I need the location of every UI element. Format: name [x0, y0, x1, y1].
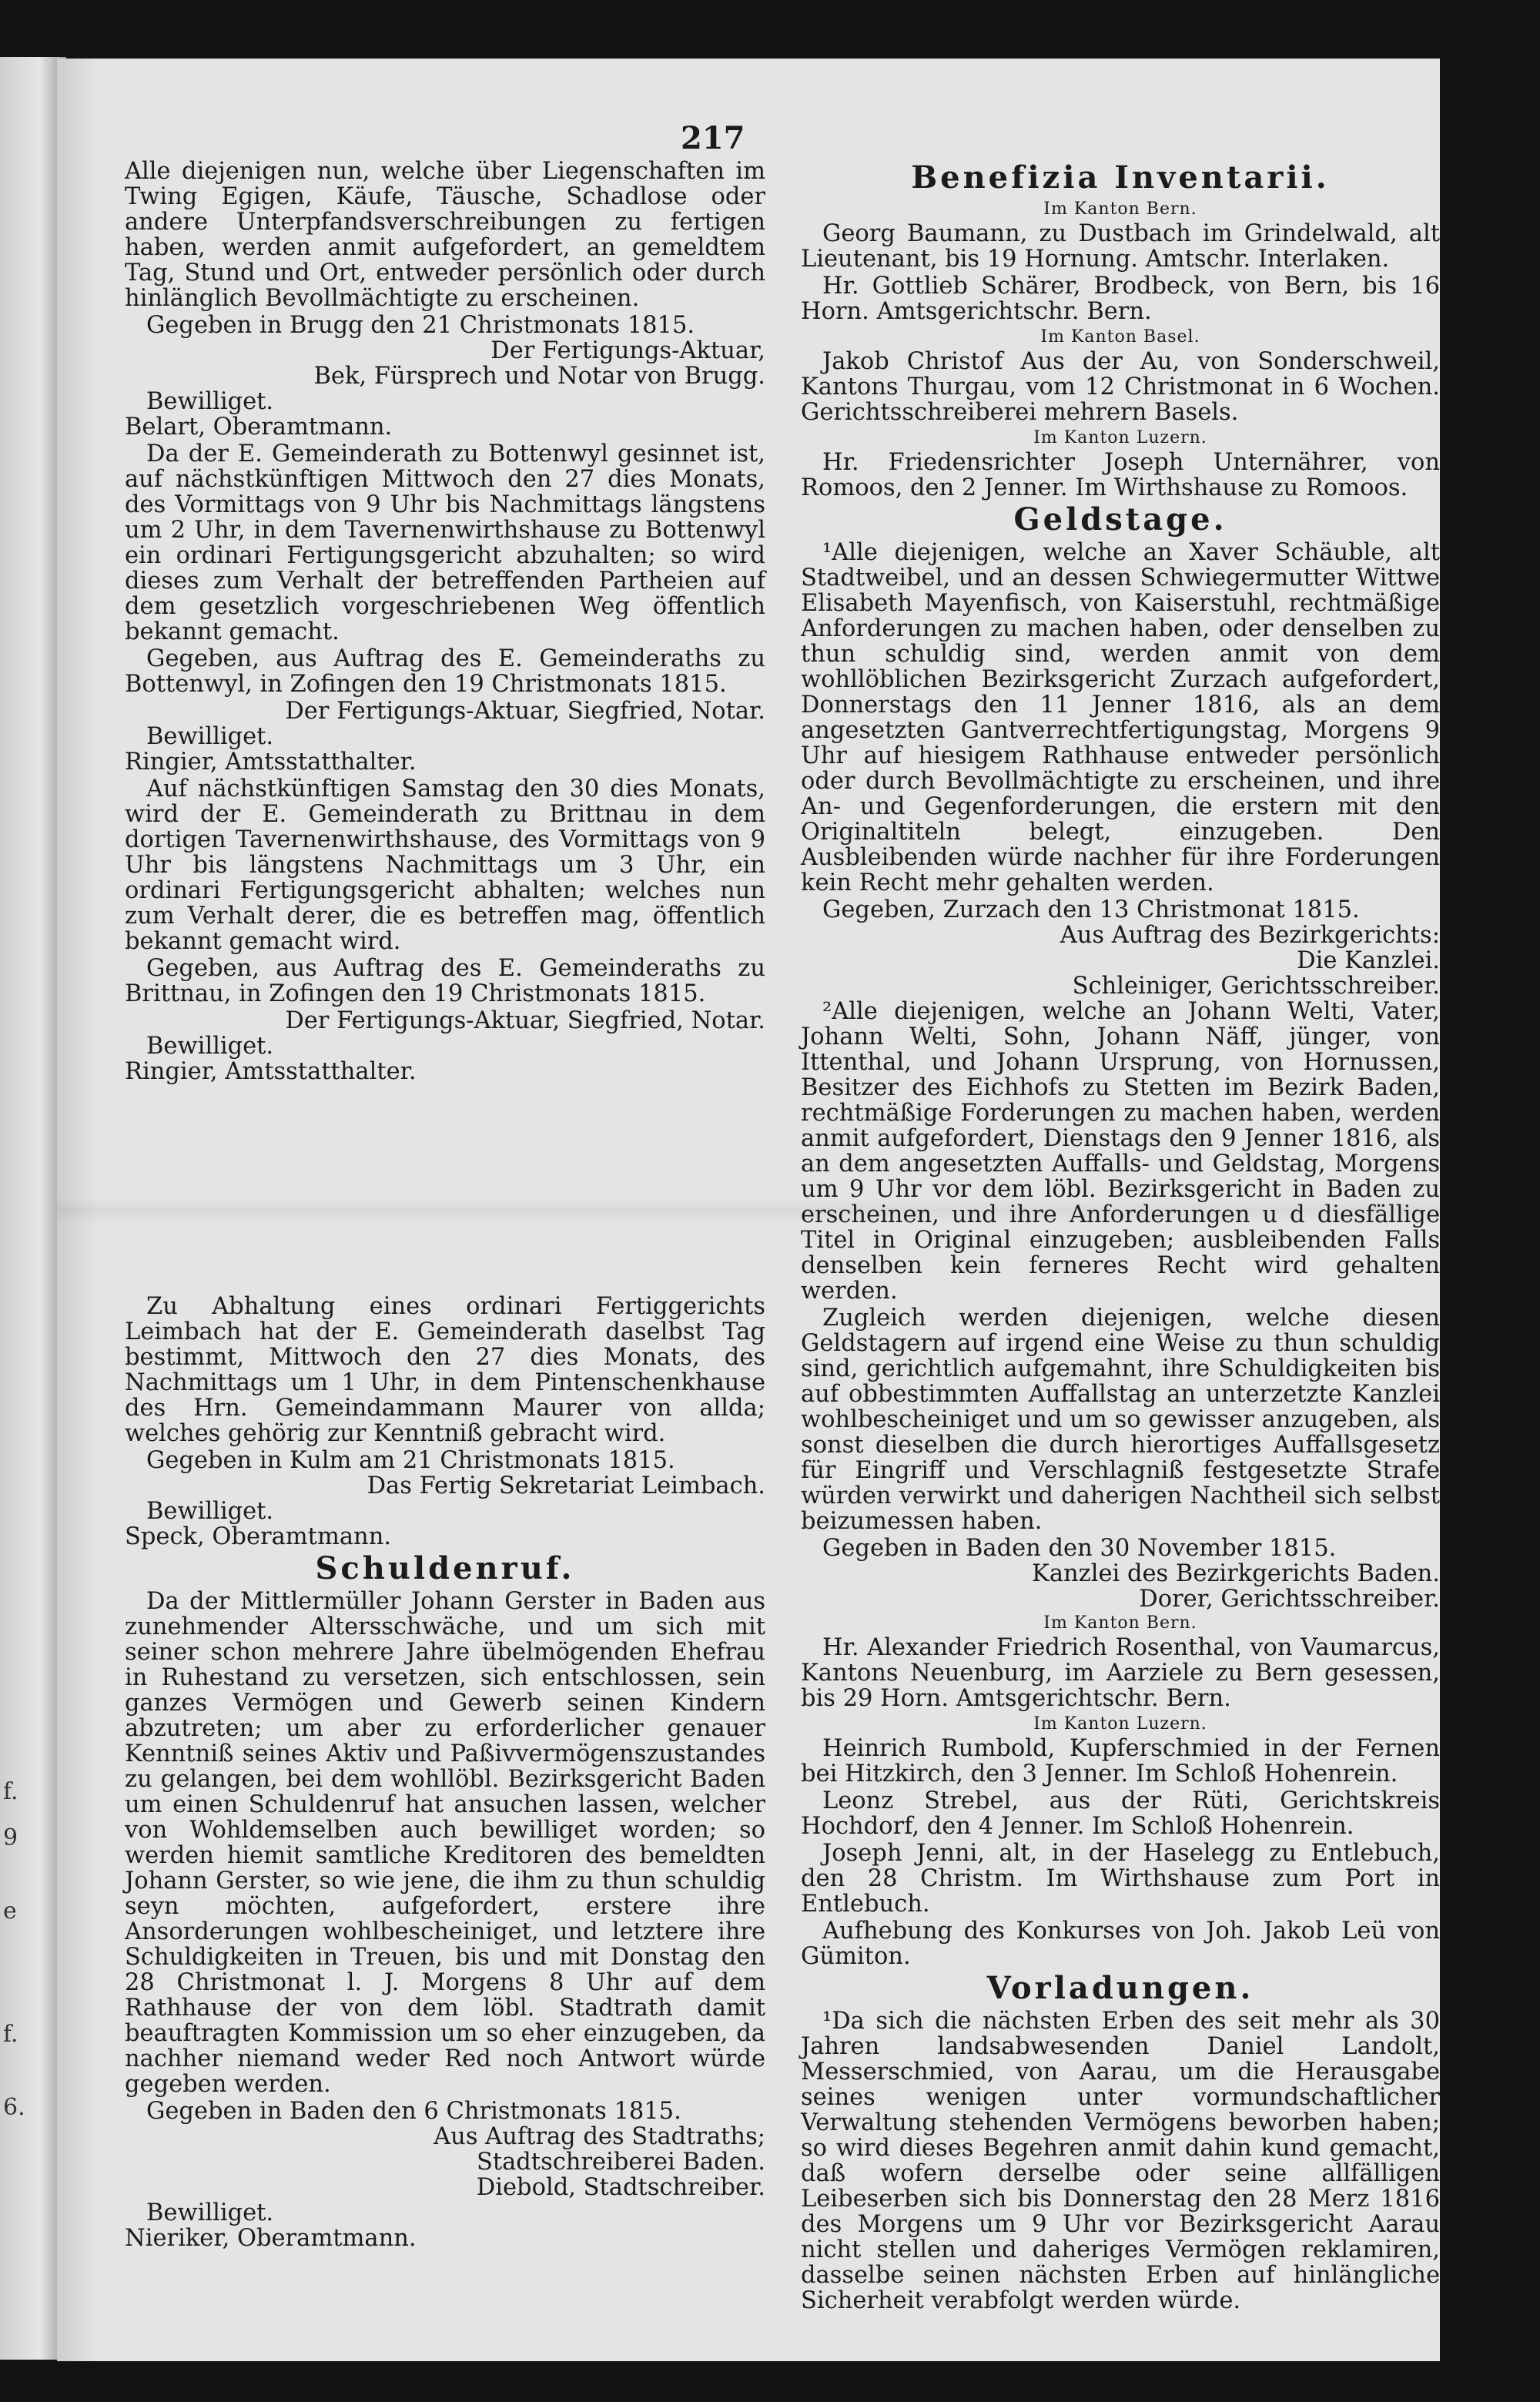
- text-block: Gegeben in Baden den 6 Christmonats 1815.: [146, 2098, 681, 2125]
- text-block: Die Kanzlei.: [1297, 947, 1440, 974]
- blank-space: [125, 1086, 765, 1294]
- text-block: Der Fertigungs-Aktuar,: [490, 337, 765, 364]
- canton-subheading: Im Kanton Bern.: [1043, 1613, 1197, 1633]
- text-block: Alle diejenigen nun, welche über Liegenschaften im Twing Egigen, Käufe, Täusche, Schadlose oder andere Unterpfandsverschreibungen zu fertigen haben, werden anmit aufgefordert, an gemeldtem Tag, Stund und Ort, entweder persönlich oder durch hinlänglich Bevollmächtigte zu erscheinen.: [125, 158, 765, 312]
- text-block: ²Alle diejenigen, welche an Johann Welti, Vater, Johann Welti, Sohn, Johann Näff, jünger, von Ittenthal, und Johann Ursprung, von Hornussen, Besitzer des Eichhofs zu Stetten im Bezirk Baden, rechtmäßige Forderungen zu machen haben, werden anmit aufgefordert, Dienstags den 9 Jenner 1816, als an dem angesetzten Auffalls- und Geldstag, Morgens um 9 Uhr vor dem löbl. Bezirksgericht in Baden zu erscheinen, und ihre Anforderungen u d diesfällige Titel in Original einzugeben; ausbleibenden Falls denselben kein ferneres Recht wird gehalten werden.: [801, 998, 1440, 1305]
- text-block: Ringier, Amtsstatthalter.: [125, 749, 417, 776]
- text-block: Aufhebung des Konkurses von Joh. Jakob Leü von Gümiton.: [801, 1918, 1440, 1970]
- text-block: Da der Mittlermüller Johann Gerster in Baden aus zunehmender Altersschwäche, und um sich mit seiner schon mehrere Jahre übelmögenden Ehefrau in Ruhestand zu versetzen, sich entschlossen, sein ganzes Vermögen und Gewerb seinen Kindern abzutreten; um aber zu erforderlicher genauer Kenntniß seines Aktiv und Paßivvermögenszustandes zu gelangen, bei dem wohllöbl. Bezirksgericht Baden um einen Schuldenruf hat ansuchen lassen, welcher von Wohldemselben auch bewilliget worden; so werden hiemit samtliche Kreditoren des bemeldten Johann Gerster, so wie jene, die ihm zu thun schuldig seyn möchten, aufgefordert, erstere ihre Ansorderungen wohlbescheiniget, und letztere ihre Schuldigkeiten in Treuen, bis und mit Donstag den 28 Christmonat l. J. Morgens 8 Uhr auf dem Rathhause der von dem löbl. Stadtrath damit beauftragten Kommission um so eher einzugeben, da nachher niemand weder Red noch Antwort würde gegeben werden.: [125, 1588, 765, 2098]
- canton-subheading: Im Kanton Bern.: [1043, 199, 1197, 219]
- text-block: Belart, Oberamtmann.: [125, 414, 393, 441]
- canton-subheading: Im Kanton Luzern.: [1033, 428, 1207, 447]
- margin-fragment: e: [3, 1898, 17, 1925]
- text-block: Georg Baumann, zu Dustbach im Grindelwald, alt Lieutenant, bis 19 Hornung. Amtschr. Interlaken.: [801, 220, 1440, 273]
- text-block: Bewilliget.: [146, 1498, 274, 1525]
- text-block: Bek, Fürsprech und Notar von Brugg.: [313, 363, 765, 390]
- margin-fragment: f.: [3, 1778, 18, 1805]
- text-block: Aus Auftrag des Stadtraths;: [434, 2123, 765, 2150]
- text-block: Auf nächstkünftigen Samstag den 30 dies Monats, wird der E. Gemeinderath zu Brittnau in dem dortigen Tavernenwirthshause, des Vormittags von 9 Uhr bis längstens Nachmittags um 3 Uhr, ein ordinari Fertigungsgericht abhalten; welches nun zum Verhalt derer, die es betreffen mag, öffentlich bekannt gemacht wird.: [125, 776, 765, 955]
- text-block: Hr. Alexander Friedrich Rosenthal, von Vaumarcus, Kantons Neuenburg, im Aarziele zu Bern gesessen, bis 29 Horn. Amtsgerichtschr. Bern.: [801, 1634, 1440, 1712]
- text-block: ¹Alle diejenigen, welche an Xaver Schäuble, alt Stadtweibel, und an dessen Schwiegermutter Wittwe Elisabeth Mayenfisch, von Kaiserstuhl, rechtmäßige Anforderungen zu machen haben, oder denselben zu thun schuldig sind, werden anmit von dem wohllöblichen Bezirksgericht Zurzach aufgefordert, Donnerstags den 11 Jenner 1816, als an dem angesetzten Gantverrechtfertigungstag, Morgens 9 Uhr auf hiesigem Rathhause entweder persönlich oder durch Bevollmächtigte zu erscheinen, und ihre An- und Gegenforderungen, die erstern mit den Originaltiteln belegt, einzugeben. Den Ausbleibenden würde nachher für ihre Forderungen kein Recht mehr gehalten werden.: [801, 539, 1440, 896]
- text-block: Gegeben in Brugg den 21 Christmonats 1815.: [146, 312, 695, 339]
- text-block: Gegeben in Kulm am 21 Christmonats 1815.: [146, 1447, 675, 1474]
- text-block: Aus Auftrag des Bezirkgerichts:: [1060, 922, 1440, 949]
- text-block: Gegeben, aus Auftrag des E. Gemeinderaths zu Bottenwyl, in Zofingen den 19 Christmonats 1815.: [125, 645, 765, 698]
- text-block: Diebold, Stadtschreiber.: [476, 2174, 765, 2201]
- text-block: Bewilliget.: [146, 2199, 274, 2226]
- text-block: ¹Da sich die nächsten Erben des seit mehr als 30 Jahren landsabwesenden Daniel Landolt, Messerschmied, von Aarau, um die Herausgabe seines wenigen unter vormundschaftlicher Verwaltung stehenden Vermögens beworben haben; so wird dieses Begehren anmit dahin kund gemacht, daß wofern derselbe oder seine allfälligen Leibeserben sich bis Donnerstag den 28 Merz 1816 des Morgens um 9 Uhr vor Bezirksgericht Aarau nicht stellen und daheriges Vermögen reklamiren, dasselbe seinen nächsten Erben auf hinlängliche Sicherheit verabfolgt werden würde.: [801, 2008, 1440, 2314]
- section-heading: Vorladungen.: [986, 1970, 1254, 2006]
- text-block: Zugleich werden diejenigen, welche diesen Geldstagern auf irgend eine Weise zu thun schuldig sind, gerichtlich aufgemahnt, ihre Schuldigkeiten bis auf obbestimmten Auffallstag an unterzetzte Kanzlei wohlbescheiniget und um so gewisser anzugeben, als sonst dieselben die durch hierortiges Auffallsgesetz für Eingriff und Verschlagniß festgesetzte Strafe würden verwirkt und daherigen Nachtheil sich selbst beizumessen haben.: [801, 1305, 1440, 1535]
- text-block: Hr. Gottlieb Schärer, Brodbeck, von Bern, bis 16 Horn. Amtsgerichtschr. Bern.: [801, 273, 1440, 325]
- text-block: Gegeben, aus Auftrag des E. Gemeinderaths zu Brittnau, in Zofingen den 19 Christmonats 1815.: [125, 955, 765, 1007]
- text-block: Hr. Friedensrichter Joseph Unternährer, von Romoos, den 2 Jenner. Im Wirthshause zu Romoos.: [801, 449, 1440, 501]
- text-block: Stadtschreiberei Baden.: [476, 2149, 765, 2176]
- text-block: Jakob Christof Aus der Au, von Sonderschweil, Kantons Thurgau, vom 12 Christmonat in 6 Wochen. Gerichtsschreiberei mehrern Basels.: [801, 348, 1440, 426]
- text-block: Ringier, Amtsstatthalter.: [125, 1058, 417, 1085]
- text-block: Der Fertigungs-Aktuar, Siegfried, Notar.: [285, 1007, 765, 1034]
- text-block: Da der E. Gemeinderath zu Bottenwyl gesinnet ist, auf nächstkünftigen Mittwoch den 27 dies Monats, des Vormittags von 9 Uhr bis Nachmittags längstens um 2 Uhr, in dem Tavernenwirthshause zu Bottenwyl ein ordinari Fertigungsgericht abzuhalten; so wird dieses zum Verhalt der betreffenden Partheien auf dem gesetzlich vorgeschriebenen Weg öffentlich bekannt gemacht.: [125, 441, 765, 645]
- canton-subheading: Im Kanton Basel.: [1040, 327, 1200, 347]
- page-number: 217: [681, 120, 745, 156]
- text-block: Bewilliget.: [146, 388, 274, 415]
- left-column: [125, 159, 765, 2253]
- text-block: Der Fertigungs-Aktuar, Siegfried, Notar.: [285, 698, 765, 725]
- section-heading: Geldstage.: [1013, 501, 1227, 538]
- text-block: Bewilliget.: [146, 723, 274, 750]
- text-block: Gegeben, Zurzach den 13 Christmonat 1815.: [822, 896, 1360, 923]
- section-heading: Schuldenruf.: [315, 1550, 575, 1586]
- text-block: Nieriker, Oberamtmann.: [125, 2225, 417, 2252]
- canton-subheading: Im Kanton Luzern.: [1033, 1714, 1207, 1734]
- text-block: Das Fertig Sekretariat Leimbach.: [367, 1472, 765, 1499]
- newspaper-page: [57, 59, 1440, 2361]
- text-block: Joseph Jenni, alt, in der Haselegg zu Entlebuch, den 28 Christm. Im Wirthshause zum Port in Entlebuch.: [801, 1840, 1440, 1918]
- text-block: Leonz Strebel, aus der Rüti, Gerichtskreis Hochdorf, den 4 Jenner. Im Schloß Hohenrein.: [801, 1787, 1440, 1840]
- text-block: Gegeben in Baden den 30 November 1815.: [822, 1535, 1337, 1562]
- text-block: Heinrich Rumbold, Kupferschmied in der Fernen bei Hitzkirch, den 3 Jenner. Im Schloß Hohenrein.: [801, 1735, 1440, 1787]
- text-block: Kanzlei des Bezirkgerichts Baden.: [1032, 1560, 1440, 1587]
- text-block: Dorer, Gerichtsschreiber.: [1139, 1586, 1440, 1613]
- right-column: [801, 159, 1440, 2315]
- margin-fragment: 9: [3, 1824, 18, 1851]
- text-block: Speck, Oberamtmann.: [125, 1523, 392, 1550]
- margin-fragment: 6.: [3, 2094, 25, 2121]
- margin-fragment: f.: [3, 2021, 18, 2048]
- text-block: Schleiniger, Gerichtsschreiber.: [1072, 973, 1440, 1000]
- text-block: Zu Abhaltung eines ordinari Fertiggerichts Leimbach hat der E. Gemeinderath daselbst Tag bestimmt, Mittwoch den 27 dies Monats, des Nachmittags um 1 Uhr, in dem Pintenschenkhause des Hrn. Gemeindammann Maurer von allda; welches gehörig zur Kenntniß gebracht wird.: [125, 1293, 765, 1447]
- section-heading: Benefizia Inventarii.: [911, 159, 1330, 196]
- text-block: Bewilliget.: [146, 1033, 274, 1060]
